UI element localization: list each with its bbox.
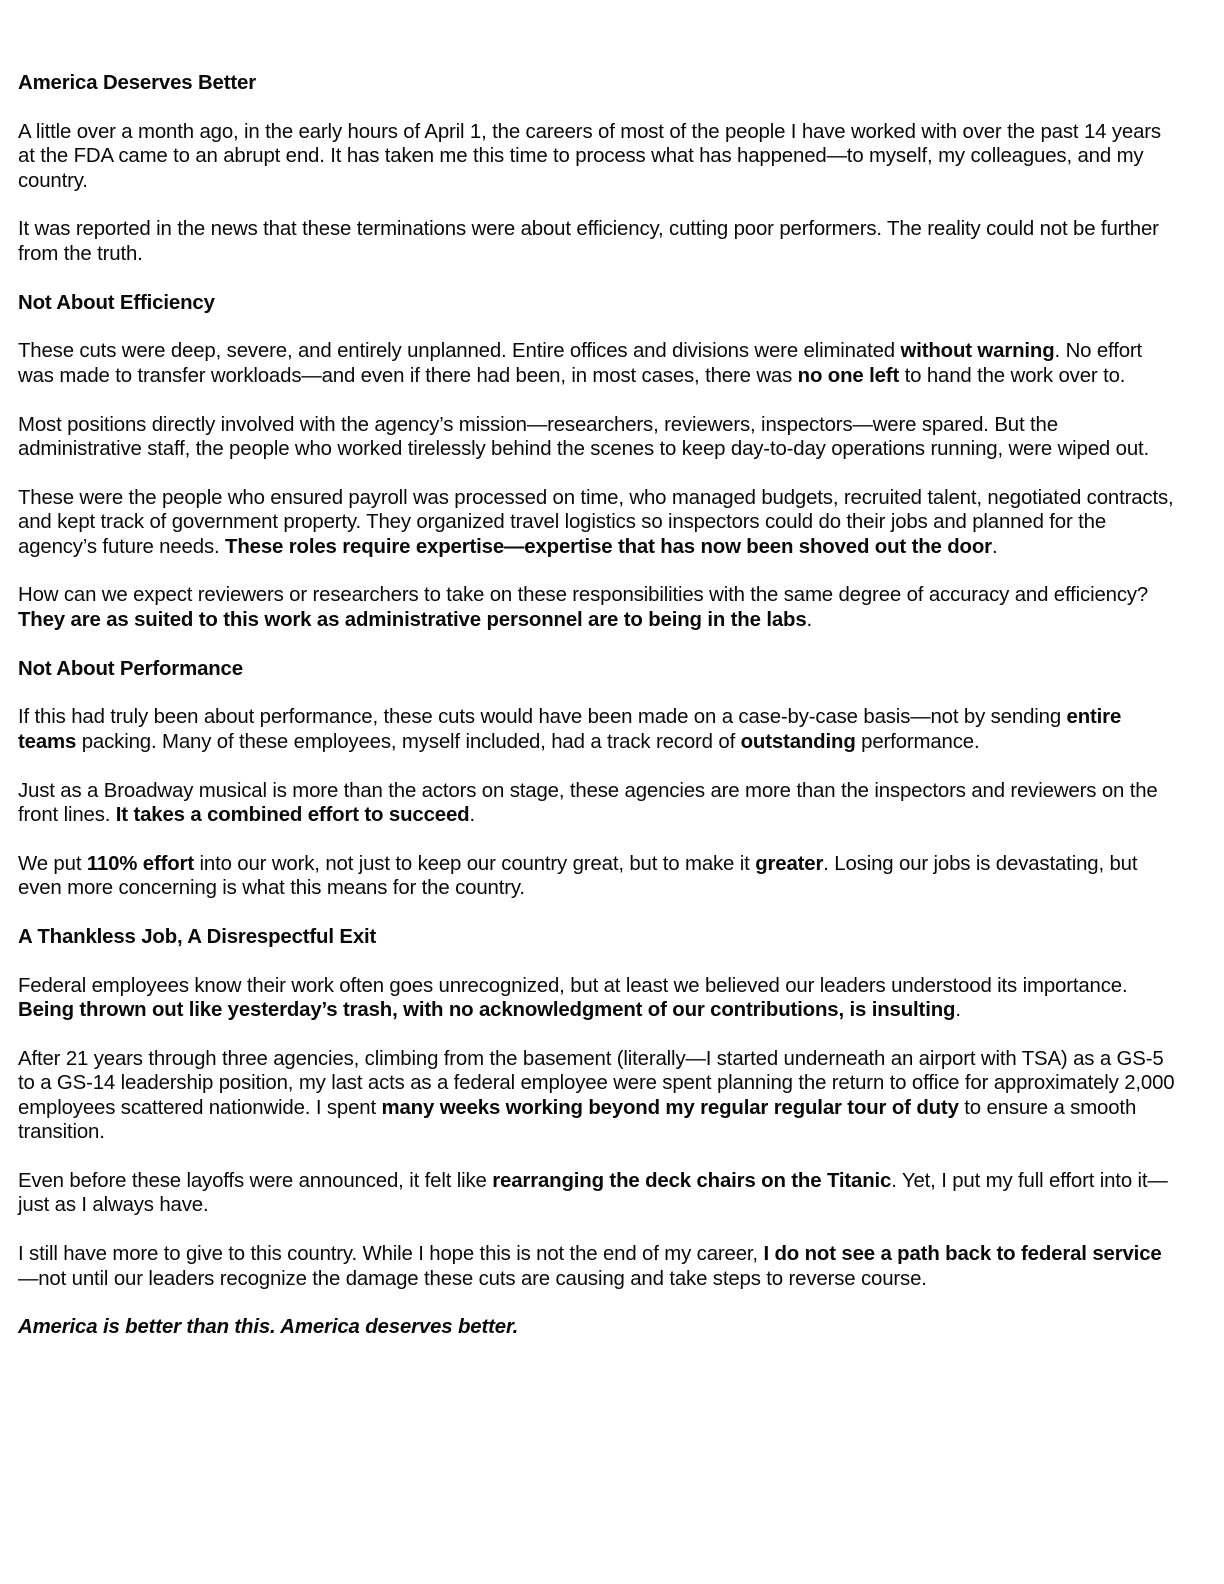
section-heading (18, 925, 1178, 949)
body-paragraph (18, 339, 1178, 388)
paragraph-spacer (18, 1218, 1178, 1242)
text-run: We put (18, 852, 87, 875)
emphasized-text-run: I do not see a path back to federal service (763, 1243, 1162, 1266)
body-paragraph (18, 583, 1178, 632)
text-run: . Yet, I put my full effort into it—just as I always have. (18, 1170, 1168, 1217)
emphasized-text-run: Not About Performance (18, 657, 243, 680)
text-run: . (991, 535, 998, 558)
paragraph-spacer (18, 388, 1178, 412)
section-heading (18, 657, 1178, 681)
text-run: Most positions directly involved with the agency’s mission—researchers, reviewers, inspectors—were spared. But the administrative staff, the people who worked tirelessly behind the scenes to keep day-to-day operations running, were wiped out. (18, 413, 1150, 461)
paragraph-spacer (18, 461, 1178, 485)
body-paragraph (18, 413, 1178, 462)
text-run: . Losing our jobs is devastating, but even more concerning is what this means for the country. (18, 852, 1138, 900)
text-run: to hand the work over to. (899, 364, 1126, 387)
paragraph-spacer (18, 901, 1178, 925)
text-run: After 21 years through three agencies, climbing from the basement (literally—I started underneath an airport with TSA) as a GS-5 to a GS-14 leadership position, my last acts as a federal employee were spent planning the return to office for approximately 2,000 employees scattered nationwide. I spent (18, 1048, 1175, 1119)
document-title (18, 71, 1178, 95)
text-run: . (469, 804, 475, 827)
body-paragraph (18, 486, 1178, 559)
emphasized-text-run: entire teams (18, 706, 1122, 753)
body-paragraph (18, 974, 1178, 1023)
emphasized-text-run: America is better than this. America deserves better. (18, 1316, 519, 1339)
paragraph-spacer (18, 1145, 1178, 1169)
body-paragraph (18, 779, 1178, 828)
text-run: into our work, not just to keep our country great, but to make it (194, 852, 756, 875)
body-paragraph (18, 1047, 1178, 1145)
paragraph-spacer (18, 315, 1178, 339)
text-run: —not until our leaders recognize the damage these cuts are causing and take steps to reverse course. (18, 1267, 927, 1290)
emphasized-text-run: Being thrown out like yesterday’s trash, with no acknowledgment of our contributions, is insulting (18, 999, 956, 1022)
document-page (18, 71, 1178, 1340)
section-heading (18, 291, 1178, 315)
emphasized-text-run: 110% effort (86, 852, 194, 875)
text-run: I still have more to give to this country. While I hope this is not the end of my career, (18, 1243, 764, 1266)
text-run: . No effort was made to transfer workloads—and even if there had been, in most cases, there was (18, 340, 1143, 387)
emphasized-text-run: A Thankless Job, A Disrespectful Exit (18, 926, 377, 949)
emphasized-text-run: Not About Efficiency (18, 291, 215, 314)
text-run: A little over a month ago, in the early hours of April 1, the careers of most of the people I have worked with over the past 14 years at the FDA came to an abrupt end. It has taken me this time to process what has happened—to myself, my colleagues, and my country. (18, 120, 1161, 192)
body-paragraph (18, 217, 1178, 266)
paragraph-spacer (18, 1291, 1178, 1315)
emphasized-text-run: many weeks working beyond my regular regular tour of duty (381, 1096, 959, 1119)
paragraph-spacer (18, 95, 1178, 119)
emphasized-text-run: They are as suited to this work as administrative personnel are to being in the labs (18, 608, 807, 631)
text-run: to ensure a smooth transition. (18, 1096, 1137, 1144)
text-run: packing. Many of these employees, myself included, had a track record of (76, 730, 741, 753)
text-run: These were the people who ensured payroll was processed on time, who managed budgets, recruited talent, negotiated contracts, and kept track of government property. They organized travel logistics so inspectors could do their jobs and planned for the agency’s future needs. (18, 486, 1174, 558)
text-run: It was reported in the news that these terminations were about efficiency, cutting poor performers. The reality could not be further from the truth. (18, 218, 1159, 265)
emphasized-text-run: without warning (900, 340, 1055, 363)
paragraph-spacer (18, 632, 1178, 656)
emphasized-text-run: rearranging the deck chairs on the Titanic (492, 1170, 892, 1193)
emphasized-text-run: greater (755, 852, 824, 875)
paragraph-spacer (18, 827, 1178, 851)
text-run: . (955, 999, 961, 1022)
body-paragraph (18, 120, 1178, 193)
text-run: Federal employees know their work often goes unrecognized, but at least we believed our leaders understood its importance. (18, 974, 1128, 997)
emphasized-text-run: no one left (797, 364, 900, 387)
text-run: Even before these layoffs were announced, it felt like (18, 1170, 493, 1193)
paragraph-spacer (18, 754, 1178, 778)
text-run: These cuts were deep, severe, and entirely unplanned. Entire offices and divisions were eliminated (18, 340, 901, 363)
body-paragraph (18, 705, 1178, 754)
emphasized-text-run: America Deserves Better (18, 72, 256, 94)
paragraph-spacer (18, 1023, 1178, 1047)
text-run: If this had truly been about performance, these cuts would have been made on a case-by-case basis—not by sending (18, 706, 1067, 729)
paragraph-spacer (18, 559, 1178, 583)
body-paragraph (18, 852, 1178, 901)
text-run: performance. (855, 730, 980, 753)
text-run: Just as a Broadway musical is more than the actors on stage, these agencies are more than the inspectors and reviewers on the front lines. (18, 779, 1158, 827)
body-paragraph (18, 1169, 1178, 1218)
text-run: How can we expect reviewers or researchers to take on these responsibilities with the same degree of accuracy and efficiency? (18, 584, 1149, 607)
emphasized-text-run: It takes a combined effort to succeed (115, 804, 470, 827)
paragraph-spacer (18, 266, 1178, 290)
closing-statement (18, 1315, 1178, 1339)
body-paragraph (18, 1242, 1178, 1291)
paragraph-spacer (18, 193, 1178, 217)
emphasized-text-run: These roles require expertise—expertise that has now been shoved out the door (225, 535, 992, 558)
emphasized-text-run: outstanding (740, 730, 856, 753)
paragraph-spacer (18, 949, 1178, 973)
text-run: . (806, 608, 813, 631)
paragraph-spacer (18, 681, 1178, 705)
